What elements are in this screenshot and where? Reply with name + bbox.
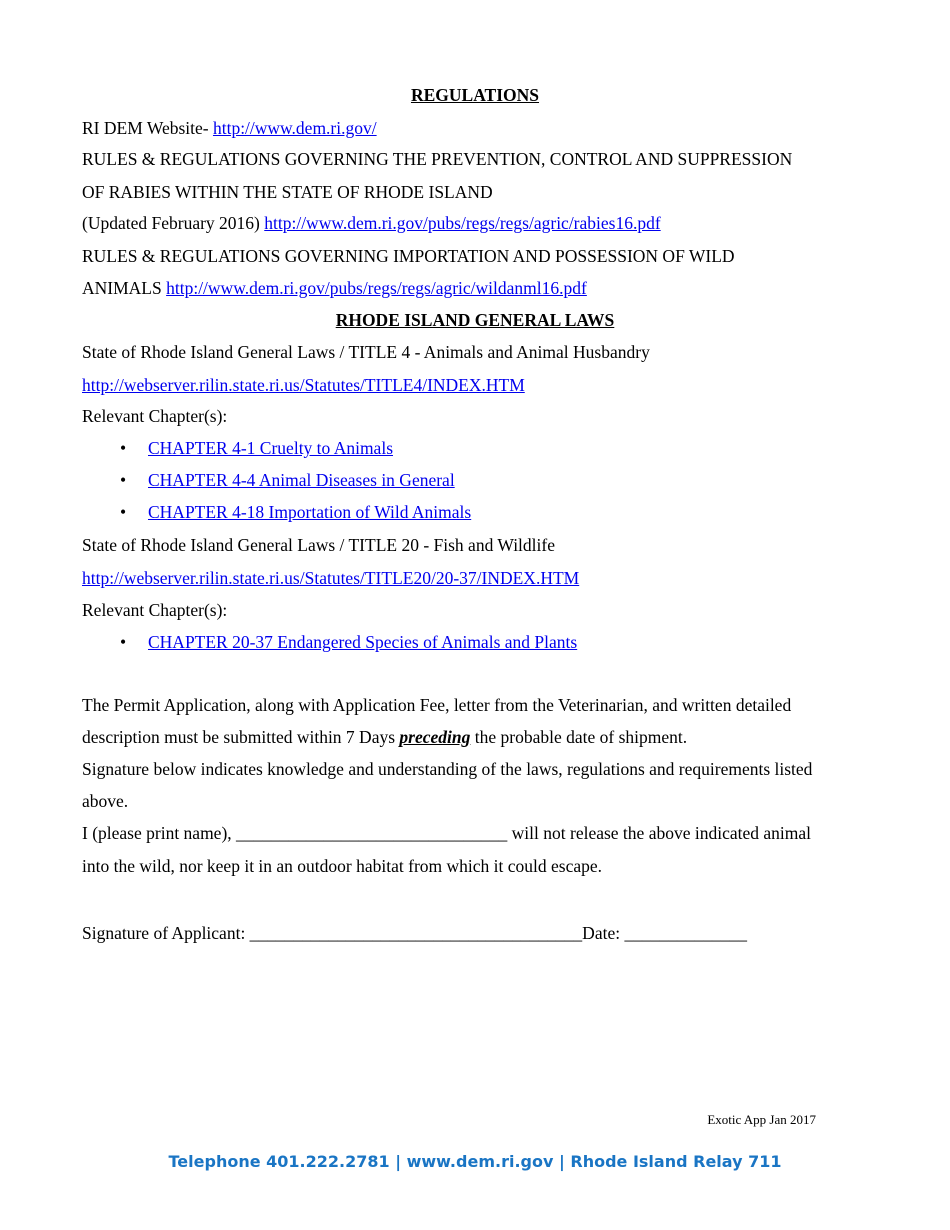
rabies-updated: (Updated February 2016) xyxy=(82,213,265,233)
relevant-label: Relevant Chapter(s): xyxy=(82,600,228,620)
wild-title-1: RULES & REGULATIONS GOVERNING IMPORTATION AND POSSESSION OF WILD xyxy=(82,246,735,266)
text: description must be submitted within 7 Days xyxy=(82,727,400,747)
print-name-line[interactable]: I (please print name), _______________________________ will not release the above indicated animal xyxy=(82,823,811,843)
regulations-heading: REGULATIONS xyxy=(410,85,540,105)
website-label: RI DEM Website- xyxy=(82,118,213,138)
website-link[interactable]: http://www.dem.ri.gov/ xyxy=(212,118,377,138)
rabies-title-1: RULES & REGULATIONS GOVERNING THE PREVENTION, CONTROL AND SUPPRESSION xyxy=(82,149,793,169)
title20-link[interactable]: http://webserver.rilin.state.ri.us/Statutes/TITLE20/20-37/INDEX.HTM xyxy=(82,568,580,588)
title4-link[interactable]: http://webserver.rilin.state.ri.us/Statutes/TITLE4/INDEX.HTM xyxy=(82,375,525,395)
list-item xyxy=(120,470,455,490)
bullet-icon: • xyxy=(120,632,127,652)
chapter-link[interactable]: CHAPTER 20-37 Endangered Species of Animals and Plants xyxy=(148,632,578,652)
emphasis: preceding xyxy=(399,727,471,747)
list-item xyxy=(120,438,393,458)
bullet-icon: • xyxy=(120,502,127,522)
laws-heading: RHODE ISLAND GENERAL LAWS xyxy=(335,310,615,330)
signature-note-2: above. xyxy=(82,791,129,811)
list-item xyxy=(120,632,578,652)
wild-line xyxy=(82,278,587,298)
title4-text: State of Rhode Island General Laws / TITLE 4 - Animals and Animal Husbandry xyxy=(82,342,650,362)
wild-title-2: ANIMALS xyxy=(82,278,167,298)
permit-text-2 xyxy=(82,727,687,747)
permit-text-1: The Permit Application, along with Application Fee, letter from the Veterinarian, and written detailed xyxy=(82,695,792,715)
relevant-label: Relevant Chapter(s): xyxy=(82,406,228,426)
chapter-link[interactable]: CHAPTER 4-1 Cruelty to Animals xyxy=(148,438,393,458)
footer-contact: Telephone 401.222.2781 | www.dem.ri.gov | Rhode Island Relay 711 xyxy=(168,1152,782,1171)
list-item xyxy=(120,502,472,522)
chapter-link[interactable]: CHAPTER 4-4 Animal Diseases in General xyxy=(148,470,455,490)
bullet-icon: • xyxy=(120,470,127,490)
bullet-icon: • xyxy=(120,438,127,458)
release-statement: into the wild, nor keep it in an outdoor habitat from which it could escape. xyxy=(82,856,603,876)
website-line xyxy=(82,118,377,138)
version-label: Exotic App Jan 2017 xyxy=(707,1112,816,1127)
signature-date-line[interactable]: Signature of Applicant: ______________________________________Date: ______________ xyxy=(82,923,747,943)
wild-link[interactable]: http://www.dem.ri.gov/pubs/regs/regs/agric/wildanml16.pdf xyxy=(166,278,587,298)
rabies-link[interactable]: http://www.dem.ri.gov/pubs/regs/regs/agric/rabies16.pdf xyxy=(264,213,661,233)
signature-note-1: Signature below indicates knowledge and understanding of the laws, regulations and requirements listed xyxy=(82,759,813,779)
text: the probable date of shipment. xyxy=(470,727,688,747)
rabies-title-2: OF RABIES WITHIN THE STATE OF RHODE ISLAND xyxy=(82,182,493,202)
rabies-line xyxy=(82,213,661,233)
title20-text: State of Rhode Island General Laws / TITLE 20 - Fish and Wildlife xyxy=(82,535,555,555)
chapter-link[interactable]: CHAPTER 4-18 Importation of Wild Animals xyxy=(148,502,472,522)
